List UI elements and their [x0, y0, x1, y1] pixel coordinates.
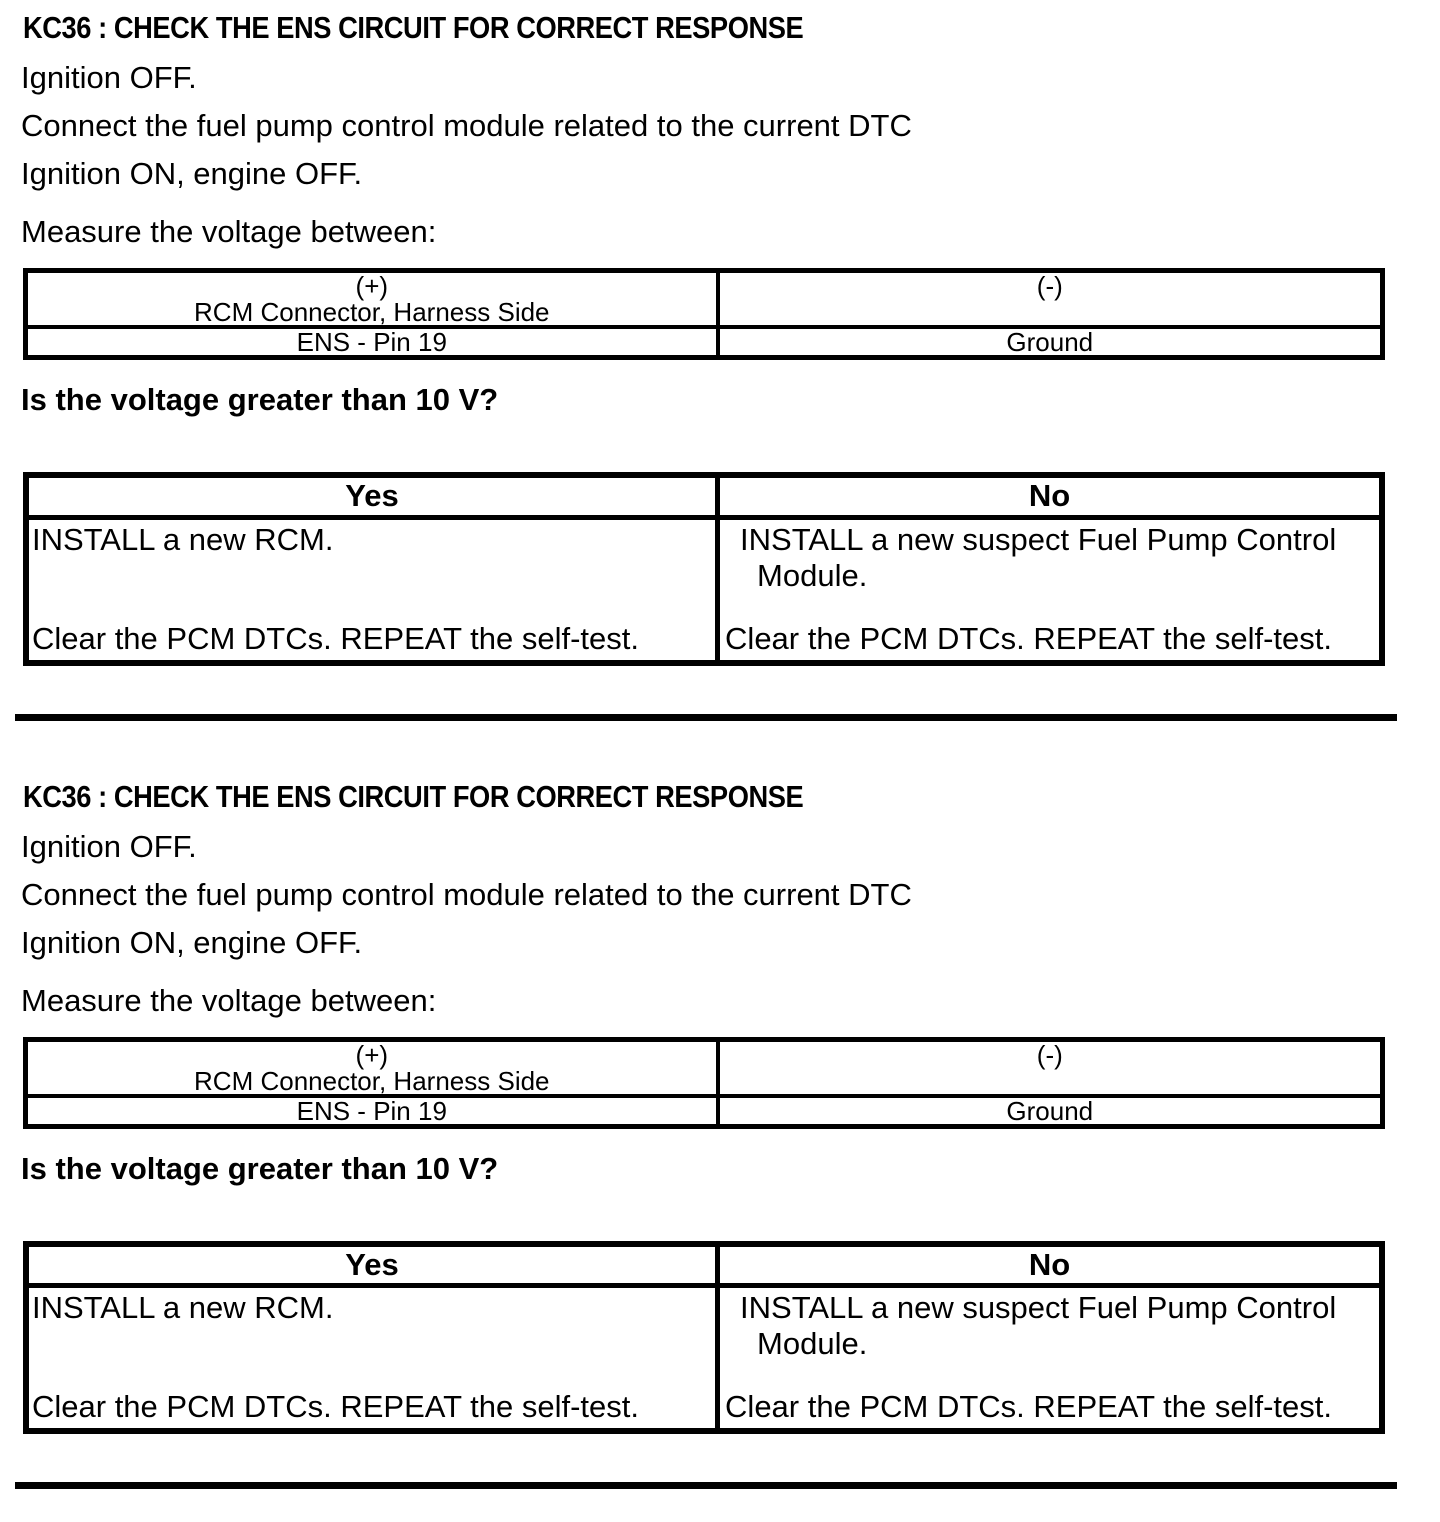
- positive-connector-label: RCM Connector, Harness Side: [194, 1065, 550, 1096]
- no-action-text: INSTALL a new suspect Fuel Pump Control Module.: [740, 521, 1337, 593]
- test-question: Is the voltage greater than 10 V?: [21, 382, 499, 417]
- test-step-section: [0, 10, 1440, 721]
- measurement-value-row: [26, 327, 1383, 358]
- test-step-title: KC36 : CHECK THE ENS CIRCUIT FOR CORRECT RESPONSE: [23, 778, 804, 814]
- negative-pin-cell: Ground: [718, 1096, 1383, 1127]
- yes-footer-text: Clear the PCM DTCs. REPEAT the self-test.: [32, 1389, 639, 1424]
- no-header-cell: No: [718, 475, 1382, 517]
- no-footer-text: Clear the PCM DTCs. REPEAT the self-test.: [725, 620, 1333, 656]
- section-divider-rule: [15, 1482, 1397, 1489]
- measurement-table: [23, 268, 1385, 360]
- instruction-line: Ignition OFF.: [21, 60, 197, 95]
- yes-footer-text: Clear the PCM DTCs. REPEAT the self-test.: [32, 620, 639, 656]
- positive-header-cell: [26, 271, 718, 328]
- no-header-cell: No: [718, 1244, 1382, 1286]
- yes-action-text: INSTALL a new RCM.: [32, 1290, 334, 1325]
- no-action-text: INSTALL a new suspect Fuel Pump Control Module.: [740, 1290, 1337, 1361]
- yes-header-cell: Yes: [26, 475, 718, 517]
- measurement-header-row: [26, 1039, 1383, 1096]
- measurement-value-row: [26, 1096, 1383, 1127]
- decision-header-row: [26, 475, 1382, 517]
- decision-table: [23, 472, 1385, 666]
- instruction-line: Ignition ON, engine OFF.: [21, 156, 363, 191]
- instruction-list: [21, 54, 1440, 198]
- negative-header-cell: [718, 271, 1383, 328]
- positive-symbol: (+): [355, 1039, 389, 1070]
- positive-pin-cell: ENS - Pin 19: [26, 1096, 718, 1127]
- test-question: Is the voltage greater than 10 V?: [21, 1150, 499, 1186]
- measure-instruction: Measure the voltage between:: [21, 982, 437, 1018]
- measurement-header-row: [26, 271, 1383, 328]
- test-step-title: KC36 : CHECK THE ENS CIRCUIT FOR CORRECT RESPONSE: [23, 10, 804, 45]
- no-result-cell: [718, 1286, 1382, 1432]
- decision-table: [23, 1241, 1385, 1435]
- instruction-line: Connect the fuel pump control module related to the current DTC: [21, 108, 912, 143]
- positive-header-cell: [26, 1039, 718, 1096]
- no-footer-text: Clear the PCM DTCs. REPEAT the self-test.: [725, 1389, 1333, 1424]
- negative-pin-cell: Ground: [718, 327, 1383, 358]
- instruction-line: Connect the fuel pump control module related to the current DTC: [21, 876, 912, 912]
- positive-symbol: (+): [355, 271, 389, 301]
- positive-connector-label: RCM Connector, Harness Side: [194, 297, 550, 327]
- decision-header-row: [26, 1244, 1382, 1286]
- section-divider-rule: [15, 714, 1397, 721]
- measure-instruction: Measure the voltage between:: [21, 214, 437, 249]
- yes-result-cell: [26, 517, 718, 663]
- instruction-list: [21, 823, 1440, 967]
- decision-body-row: [26, 1286, 1382, 1432]
- test-step-section: [0, 779, 1440, 1490]
- measurement-table: [23, 1037, 1385, 1129]
- instruction-line: Ignition ON, engine OFF.: [21, 924, 363, 960]
- instruction-line: Ignition OFF.: [21, 828, 197, 864]
- no-result-cell: [718, 517, 1382, 663]
- negative-symbol: (-): [1036, 271, 1063, 301]
- yes-result-cell: [26, 1286, 718, 1432]
- positive-pin-cell: ENS - Pin 19: [26, 327, 718, 358]
- negative-header-cell: [718, 1039, 1383, 1096]
- yes-header-cell: Yes: [26, 1244, 718, 1286]
- yes-action-text: INSTALL a new RCM.: [32, 521, 334, 557]
- negative-symbol: (-): [1036, 1039, 1063, 1070]
- decision-body-row: [26, 517, 1382, 663]
